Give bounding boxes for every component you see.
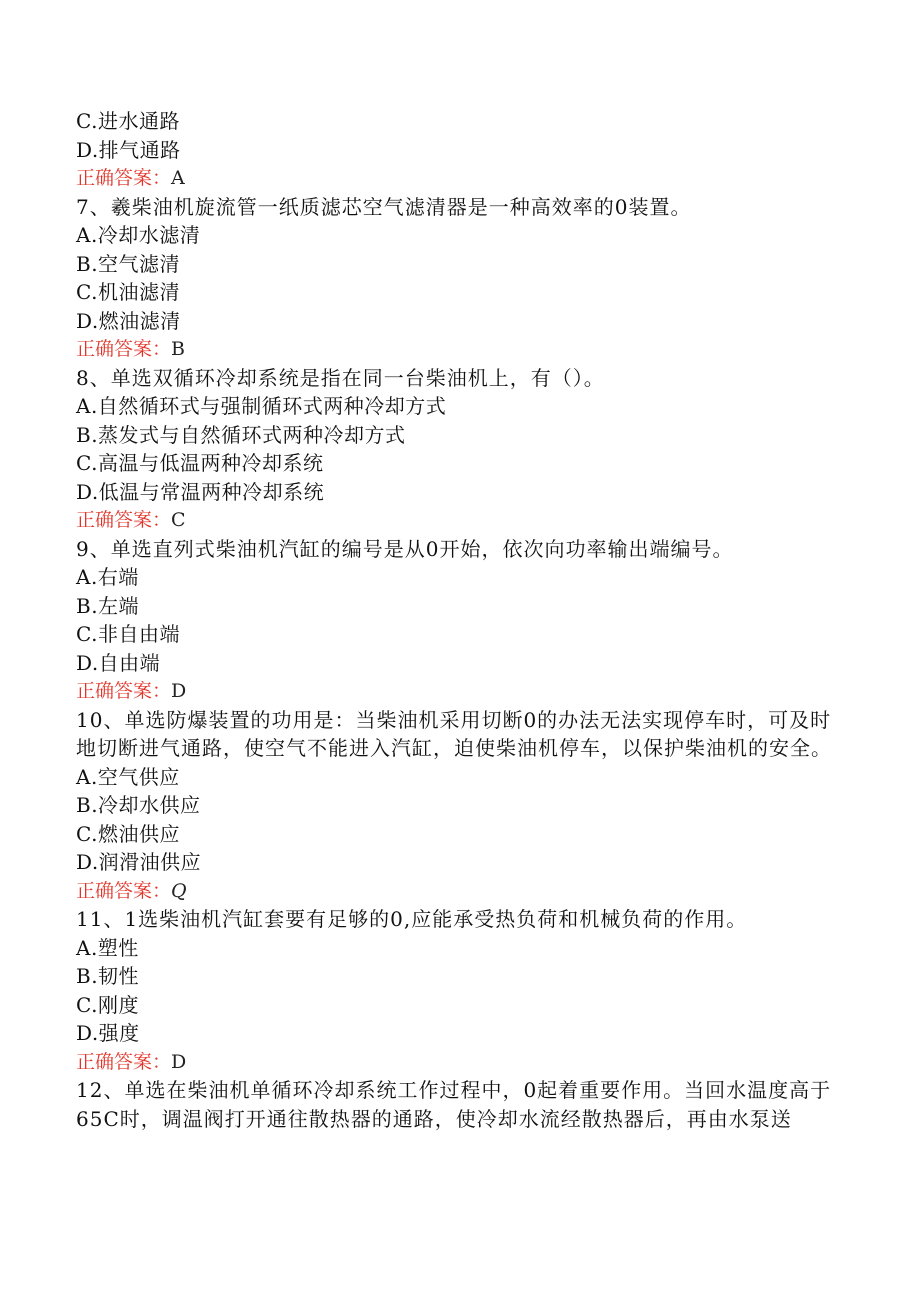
answer-line (76, 335, 846, 364)
top-block (76, 107, 846, 193)
option-d: D.润滑油供应 (76, 850, 202, 874)
answer-line (76, 677, 846, 706)
question-text: 7、羲柴油机旋流管一纸质滤芯空气滤清器是一种高效率的0装置。 (76, 194, 692, 219)
question-12 (76, 1076, 846, 1133)
option-d: D.低温与常温两种冷却系统 (76, 479, 325, 504)
answer-line (76, 877, 846, 906)
answer-value: A (171, 167, 185, 189)
question-text: 12、单选在柴油机单循环冷却系统工作过程中，0起着重要作用。当回水温度高于65C时，调温阀打开通往散热器的通路，使冷却水流经散热器后，再由水泵送 (76, 1078, 832, 1131)
answer-value: D (171, 680, 187, 702)
answer-value: C (171, 509, 186, 531)
answer-label: 正确答案： (76, 1050, 172, 1073)
question-7 (76, 193, 846, 364)
option-b: B.韧性 (76, 964, 140, 988)
option-b: B.蒸发式与自然循环式两种冷却方式 (76, 422, 406, 447)
answer-line (76, 164, 846, 193)
option-c: C.高温与低温两种冷却系统 (76, 451, 324, 475)
option-b: B.冷却水供应 (76, 793, 201, 817)
question-text: 11、1选柴油机汽缸套要有足够的0,应能承受热负荷和机械负荷的作用。 (76, 907, 748, 931)
option-d: D.排气通路 (76, 137, 181, 162)
option-b: B.左端 (76, 593, 140, 618)
option-b: B.空气滤清 (76, 251, 181, 276)
answer-label: 正确答案： (76, 167, 172, 189)
answer-label: 正确答案： (76, 680, 172, 702)
option-c: C.进水通路 (76, 109, 180, 133)
option-a: A.冷却水滤清 (76, 223, 201, 247)
answer-line (76, 1048, 846, 1077)
answer-label: 正确答案： (76, 509, 172, 531)
answer-value: Q (171, 879, 187, 902)
answer-line (76, 506, 846, 535)
question-11 (76, 905, 846, 1076)
option-c: C.燃油供应 (76, 821, 180, 846)
answer-label: 正确答案： (76, 879, 172, 902)
question-text: 10、单选防爆装置的功用是：当柴油机采用切断0的办法无法实现停车时，可及时地切断进气通路，使空气不能进入汽缸，迫使柴油机停车，以保护柴油机的安全。 (76, 707, 832, 760)
question-9 (76, 535, 846, 706)
option-d: D.燃油滤清 (76, 308, 181, 333)
option-a: A.自然循环式与强制循环式两种冷却方式 (76, 394, 447, 418)
question-text: 9、单选直列式柴油机汽缸的编号是从0开始，依次向功率输出端编号。 (76, 536, 734, 561)
answer-value: B (171, 338, 185, 360)
question-text: 8、单选双循环冷却系统是指在同一台柴油机上，有（）。 (76, 365, 605, 390)
option-a: A.空气供应 (76, 764, 180, 789)
option-a: A.塑性 (76, 935, 139, 960)
answer-label: 正确答案： (76, 338, 172, 360)
question-10 (76, 706, 846, 906)
option-d: D.自由端 (76, 650, 161, 675)
document-page (76, 107, 846, 1133)
option-a: A.右端 (76, 565, 139, 589)
question-8 (76, 364, 846, 535)
option-d: D.强度 (76, 1021, 140, 1045)
option-c: C.刚度 (76, 992, 139, 1017)
option-c: C.机油滤清 (76, 280, 180, 304)
answer-value: D (171, 1050, 187, 1073)
option-c: C.非自由端 (76, 622, 180, 646)
